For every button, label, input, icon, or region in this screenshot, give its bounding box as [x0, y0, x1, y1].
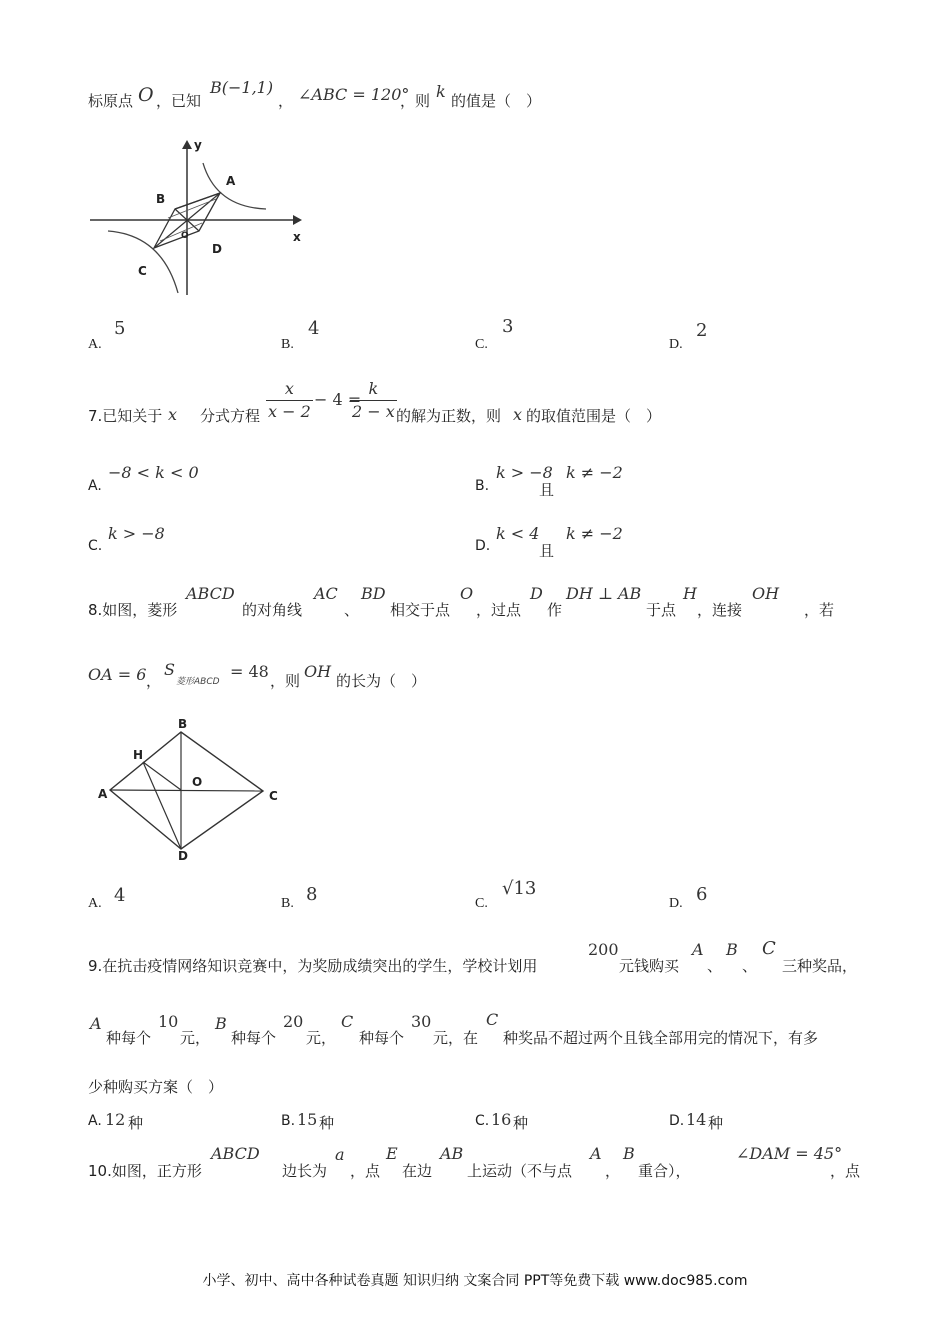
q7-var-x2: x [513, 405, 523, 424]
q7-fraction-2-num: k [350, 378, 397, 401]
q9-prize-c3: C [486, 1010, 499, 1029]
q9-text-t4: 三种奖品， [782, 957, 858, 975]
q8-fig-label-d: D [178, 849, 188, 862]
q9-text-t8: 元， [306, 1029, 337, 1047]
q8-point-o: O [460, 584, 474, 603]
q8-text-t8: ，若 [804, 601, 835, 619]
q8-option-c-letter: C. [475, 896, 488, 911]
q9-option-a-value: 12 [105, 1110, 126, 1129]
q9-prize-c: C [762, 938, 776, 959]
q9-amount: 200 [588, 940, 619, 959]
q8-option-a-letter: A. [88, 896, 102, 911]
q8-seg-bd: BD [361, 584, 386, 603]
q9-text-t1: 元钱购买 [619, 957, 680, 975]
q8-fig-label-o: O [192, 775, 203, 789]
q6-figure [88, 135, 308, 300]
q8-area-symbol: S [164, 660, 175, 679]
q8-option-b-value: 8 [306, 884, 318, 905]
q8-rhombus-abcd: ABCD [186, 584, 235, 603]
q8-area-value: = 48 [230, 662, 269, 681]
q9-prize-b2: B [215, 1014, 227, 1033]
q7-var-x: x [168, 405, 178, 424]
q6-text-then: ，则 [400, 92, 431, 110]
q8-option-a-value: 4 [114, 885, 126, 906]
q8-fig-label-h: H [133, 748, 144, 762]
q9-text-t2: 、 [707, 957, 723, 975]
q6-option-b-letter: B. [281, 337, 294, 352]
q6-option-d-letter: D. [669, 337, 683, 352]
q9-option-c-value: 16 [491, 1110, 512, 1129]
q8-option-b-letter: B. [281, 896, 294, 911]
q8-figure [88, 712, 288, 862]
q8-fig-label-c: C [269, 789, 278, 803]
q10-text-pre: 10.如图，正方形 [88, 1162, 202, 1180]
q9-option-b-letter: B. [281, 1113, 296, 1129]
q7-option-d-extra: k ≠ −2 [566, 524, 623, 543]
q8-text-t5: 作 [547, 601, 563, 619]
q9-text-t6: 元， [180, 1029, 211, 1047]
q8-seg-oh2: OH [304, 662, 332, 681]
q9-text-t12: 少种购买方案（ ） [88, 1078, 224, 1096]
q9-text-t3: 、 [742, 957, 758, 975]
q6-angle: ∠ABC = 120° [298, 85, 410, 104]
q10-text-t1: 边长为 [282, 1162, 328, 1180]
q7-fraction-1 [266, 378, 313, 423]
q9-text-t5: 种每个 [106, 1029, 152, 1047]
q7-option-b-letter: B. [475, 478, 490, 494]
q9-option-a-unit: 种 [128, 1114, 144, 1132]
q6-option-b-value: 4 [308, 318, 320, 339]
q7-option-d-letter: D. [475, 538, 491, 554]
q8-text-t1: 的对角线 [242, 601, 303, 619]
q10-side-a: a [335, 1145, 345, 1164]
q7-text-pre: 7.已知关于 [88, 407, 163, 425]
q7-option-a-letter: A. [88, 478, 102, 494]
q10-point-b: B [623, 1144, 635, 1163]
q7-option-d-and: 且 [539, 542, 555, 560]
q8-text-t7: ，连接 [697, 601, 743, 619]
q8-option-c-value: √13 [502, 878, 537, 899]
q9-prize-c2: C [341, 1012, 354, 1031]
q8-text-t3: 相交于点 [390, 601, 451, 619]
q9-option-d-unit: 种 [708, 1114, 724, 1132]
q6-text-pre: 标原点 [88, 92, 134, 110]
q8-text-t11: 的长为（ ） [336, 672, 427, 690]
q7-option-c-letter: C. [88, 538, 103, 554]
q9-price-a: 10 [158, 1012, 179, 1031]
q10-text-t5: ， [605, 1162, 621, 1180]
q6-option-a-letter: A. [88, 337, 102, 352]
q8-point-h: H [683, 584, 697, 603]
q9-option-c-unit: 种 [513, 1114, 529, 1132]
q6-text-tail: 的值是（ ） [451, 92, 542, 110]
q8-text-t10: ，则 [270, 672, 301, 690]
q9-text-t11: 种奖品不超过两个且钱全部用完的情况下，有多 [503, 1029, 819, 1047]
q8-text-pre: 8.如图，菱形 [88, 601, 178, 619]
q7-option-c-value: k > −8 [108, 524, 165, 543]
q7-option-d-value: k < 4 [496, 524, 540, 543]
q6-var-k: k [436, 82, 446, 101]
q7-text-mid: 分式方程 [200, 407, 261, 425]
q10-point-e: E [386, 1144, 398, 1163]
q10-angle: ∠DAM = 45° [736, 1144, 843, 1163]
q9-price-c: 30 [411, 1012, 432, 1031]
q7-fraction-1-num: x [266, 378, 313, 401]
q8-seg-ac: AC [314, 584, 338, 603]
q10-square-abcd: ABCD [211, 1144, 260, 1163]
q6-option-c-letter: C. [475, 337, 488, 352]
q6-point-b: B(−1,1) [210, 78, 274, 97]
q9-prize-a: A [692, 940, 704, 959]
q6-text-known: ，已知 [156, 92, 202, 110]
q8-perpendicular: DH ⊥ AB [566, 584, 642, 603]
q7-fraction-2 [350, 378, 397, 423]
q6-fig-label-x: x [293, 230, 301, 244]
q6-fig-label-d: D [212, 242, 222, 256]
q7-text-post1: 的解为正数，则 [396, 407, 502, 425]
q8-fig-label-a: A [98, 787, 108, 801]
q10-side-ab: AB [440, 1144, 464, 1163]
q7-fraction-1-den: x − 2 [268, 402, 311, 421]
q9-option-b-value: 15 [297, 1110, 318, 1129]
q9-prize-a2: A [90, 1014, 102, 1033]
q10-point-a: A [590, 1144, 602, 1163]
q6-fig-label-y: y [194, 138, 202, 152]
q6-fig-label-b: B [156, 192, 166, 206]
q6-sep: ， [278, 92, 294, 110]
q8-text-t4: ，过点 [476, 601, 522, 619]
q9-text-t7: 种每个 [231, 1029, 277, 1047]
q6-fig-label-a: A [226, 174, 236, 188]
q9-option-b-unit: 种 [319, 1114, 335, 1132]
q9-text-t10: 元，在 [433, 1029, 479, 1047]
q10-text-t2: ，点 [350, 1162, 381, 1180]
q8-text-t9: ， [146, 672, 162, 690]
q10-text-t6: 重合）， [638, 1162, 691, 1180]
q9-text-t9: 种每个 [359, 1029, 405, 1047]
q10-text-t4: 上运动（不与点 [467, 1162, 573, 1180]
q10-text-t3: 在边 [402, 1162, 433, 1180]
q9-price-b: 20 [283, 1012, 304, 1031]
q8-area-subscript: 菱形ABCD [176, 677, 220, 687]
q6-option-d-value: 2 [696, 320, 708, 341]
q9-text-pre: 9.在抗击疫情网络知识竞赛中，为奖励成绩突出的学生，学校计划用 [88, 957, 538, 975]
q6-fig-label-c: C [138, 264, 147, 278]
q7-fraction-2-den: 2 − x [352, 402, 395, 421]
q7-option-b-value: k > −8 [496, 463, 553, 482]
q9-option-d-letter: D. [669, 1113, 685, 1129]
q8-option-d-value: 6 [696, 884, 708, 905]
q9-prize-b: B [726, 940, 738, 959]
q8-point-d: D [530, 584, 543, 603]
q9-option-c-letter: C. [475, 1113, 490, 1129]
q6-option-a-value: 5 [114, 318, 126, 339]
q8-oa-value: OA = 6 [88, 665, 147, 684]
q7-option-b-extra: k ≠ −2 [566, 463, 623, 482]
q6-point-o: O [138, 84, 154, 106]
page-footer: 小学、初中、高中各种试卷真题 知识归纳 文案合同 PPT等免费下载 www.doc985.com [202, 1273, 748, 1289]
q9-option-a-letter: A. [88, 1113, 102, 1129]
q6-fig-label-o: O [181, 231, 189, 241]
q8-seg-oh: OH [752, 584, 780, 603]
q8-text-t6: 于点 [646, 601, 677, 619]
q7-minus-four: − 4 = [314, 390, 362, 409]
q7-option-b-and: 且 [539, 481, 555, 499]
q10-text-t7: ，点 [830, 1162, 861, 1180]
q7-option-a-value: −8 < k < 0 [108, 463, 199, 482]
q7-text-post2: 的取值范围是（ ） [526, 407, 662, 425]
q8-text-t2: 、 [344, 601, 360, 619]
q8-option-d-letter: D. [669, 896, 683, 911]
q8-fig-label-b: B [178, 717, 188, 731]
q9-option-d-value: 14 [686, 1110, 707, 1129]
q6-option-c-value: 3 [502, 316, 514, 337]
